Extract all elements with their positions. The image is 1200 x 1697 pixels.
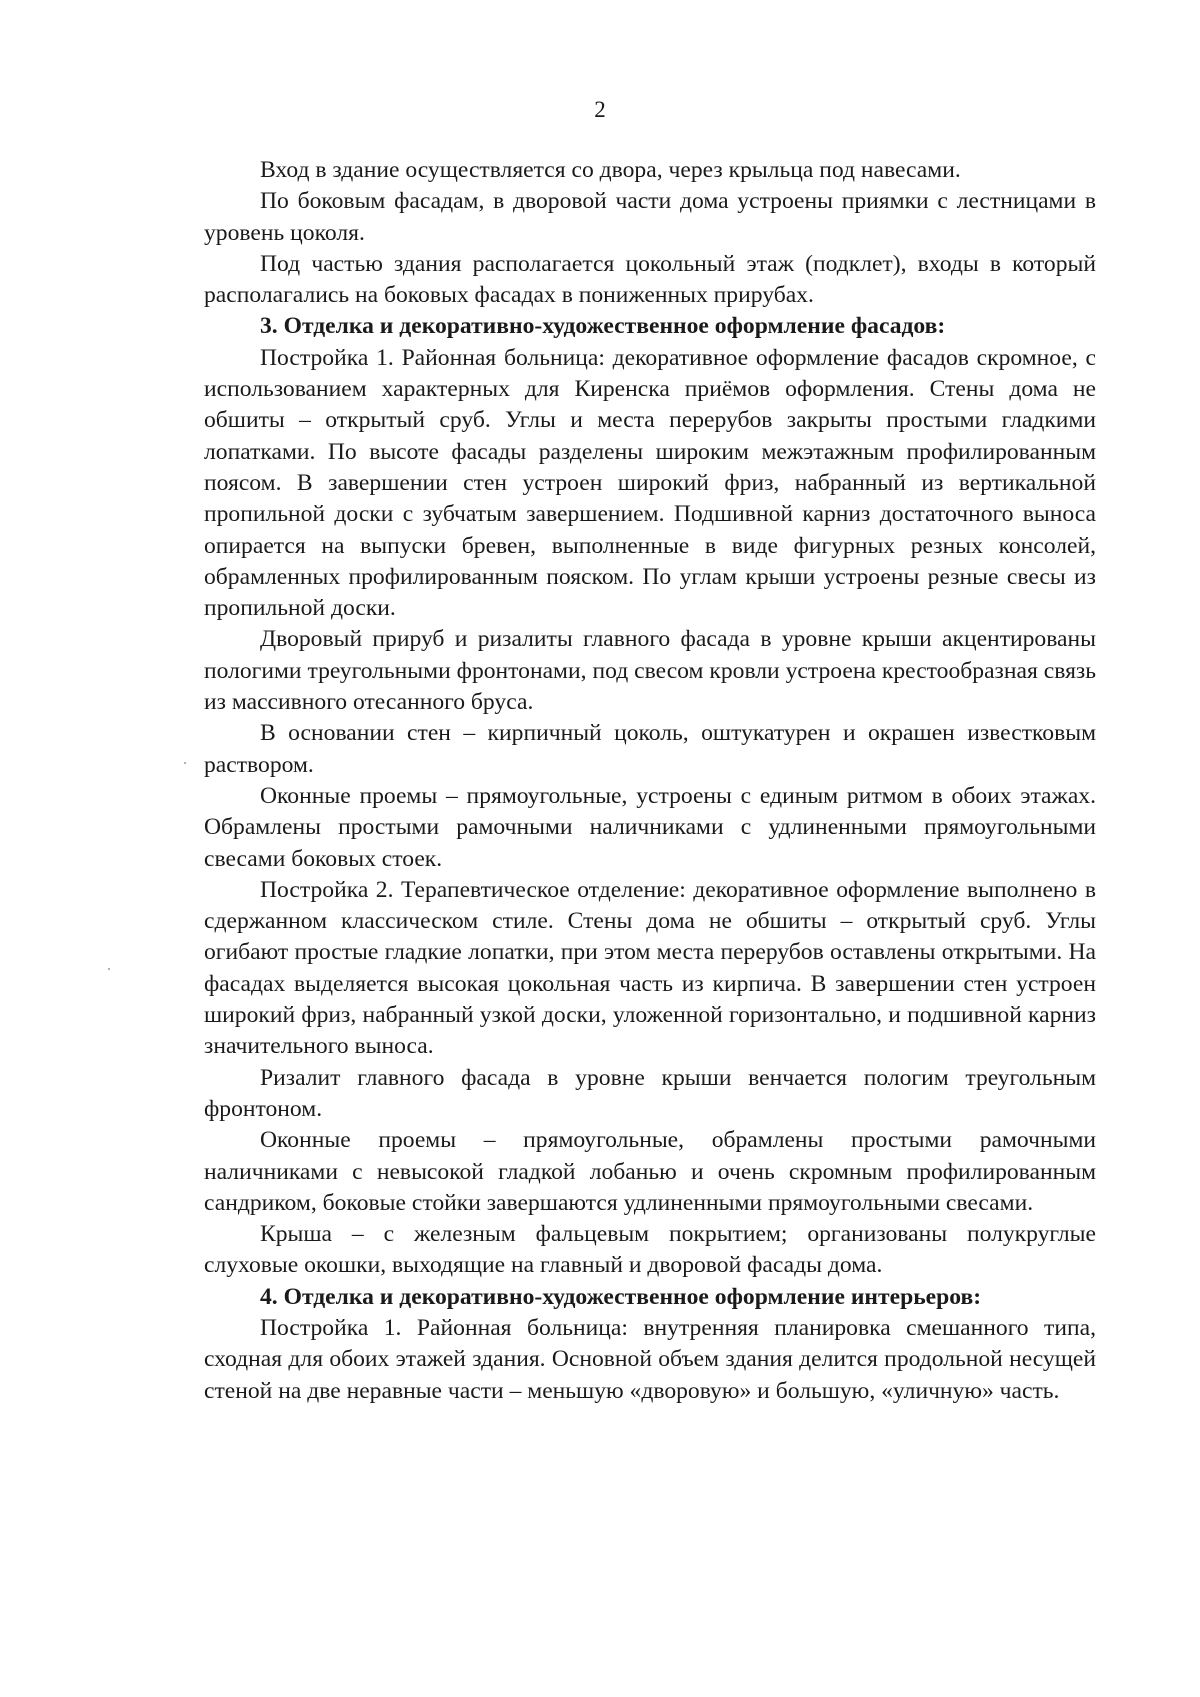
section-heading-interiors: 4. Отделка и декоративно-художественное оформление интерьеров:: [260, 1283, 982, 1310]
paragraph: В основании стен – кирпичный цоколь, оштукатурен и окрашен известковым раствором.: [204, 720, 1096, 778]
paragraph: Постройка 2. Терапевтическое отделение: декоративное оформление выполнено в сдержанном классическом стиле. Стены дома не обшиты – открытый сруб. Углы огибают простые гладкие лопатки, при этом места перерубов оставлены открытыми. На фасадах выделяется высокая цокольная часть из кирпича. В завершении стен устроен широкий фриз, набранный узкой доски, уложенной горизонтально, и подшивной карниз значительного выноса.: [204, 876, 1096, 1060]
paragraph: Оконные проемы – прямоугольные, устроены с единым ритмом в обоих этажах. Обрамлены простыми рамочными наличниками с удлиненными прямоугольными свесами боковых стоек.: [204, 782, 1096, 872]
paragraph: Оконные проемы – прямоугольные, обрамлены простыми рамочными наличниками с невысокой гладкой лобанью и очень скромным профилированным сандриком, боковые стойки завершаются удлиненными прямоугольными свесами.: [204, 1127, 1096, 1216]
page-number: 2: [594, 97, 606, 122]
paragraph: Вход в здание осуществляется со двора, через крыльца под навесами.: [260, 157, 961, 183]
scan-speck: [184, 762, 186, 764]
paragraph: Ризалит главного фасада в уровне крыши венчается пологим треугольным фронтоном.: [204, 1064, 1096, 1122]
paragraph: Под частью здания располагается цокольный этаж (подклет), входы в который располагались на боковых фасадах в пониженных прирубах.: [204, 250, 1096, 309]
paragraph: Дворовый прируб и ризалиты главного фасада в уровне крыши акцентированы пологими треугольными фронтонами, под свесом кровли устроена крестообразная связь из массивного отесанного бруса.: [204, 626, 1096, 716]
paragraph: Постройка 1. Районная больница: декоративное оформление фасадов скромное, с использованием характерных для Киренска приёмов оформления. Стены дома не обшиты – открытый сруб. Углы и места перерубов закрыты простыми гладкими лопатками. По высоте фасады разделены широким межэтажным профилированным поясом. В завершении стен устроен широкий фриз, набранный из вертикальной пропильной доски с зубчатым завершением. Подшивной карниз достаточного выноса опирается на выпуски бревен, выполненные в виде фигурных резных консолей, обрамленных профилированным пояском. По углам крыши устроены резные свесы из пропильной доски.: [204, 344, 1096, 622]
document-body: [204, 155, 1096, 1407]
paragraph: Крыша – с железным фальцевым покрытием; организованы полукруглые слуховые окошки, выходящие на главный и дворовой фасады дома.: [204, 1221, 1096, 1279]
section-heading-facades: 3. Отделка и декоративно-художественное оформление фасадов:: [260, 313, 946, 340]
scan-speck: [108, 968, 110, 970]
paragraph: По боковым фасадам, в дворовой части дома устроены приямки с лестницами в уровень цоколя.: [204, 188, 1096, 246]
paragraph: Постройка 1. Районная больница: внутренняя планировка смешанного типа, сходная для обоих этажей здания. Основной объем здания делится продольной несущей стеной на две неравные части – меньшую «дворовую» и большую, «уличную» часть.: [204, 1314, 1096, 1404]
